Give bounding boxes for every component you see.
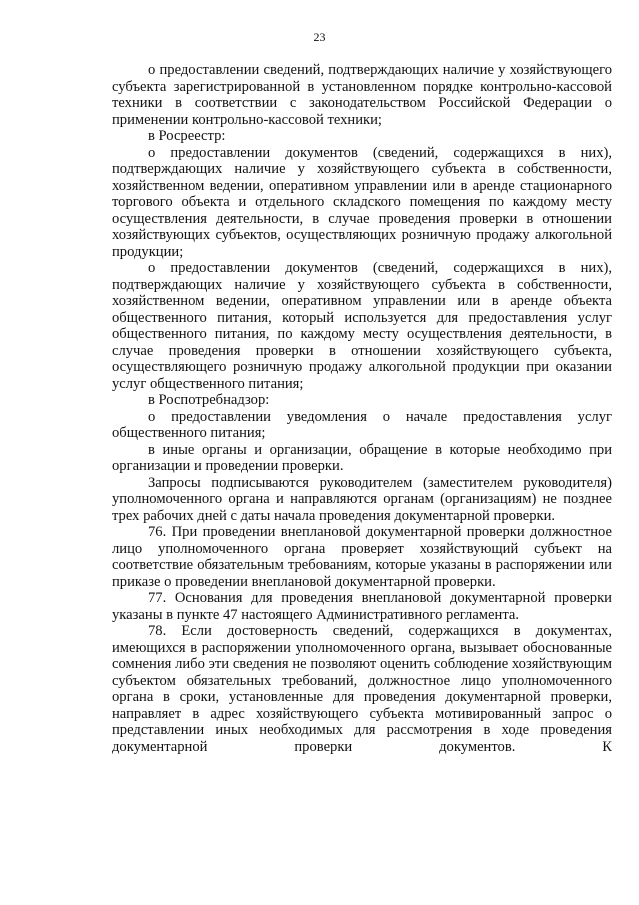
paragraph-rosreestr-retail: о предоставлении документов (сведений, содержащихся в них), подтверждающих наличие у хозяйствующего субъекта в собственности, хозяйственном ведении, оперативном управлении или в аренде стационарного торгового объекта и отдельного складского помещения по каждому месту осуществления деятельности, в случае проведения проверки в отношении хозяйствующих субъектов, осуществляющих розничную продажу алкогольной продукции; (112, 144, 612, 260)
paragraph-cash-register: о предоставлении сведений, подтверждающих наличие у хозяйствующего субъекта зарегистрированной в установленном порядке контрольно-кассовой техники в соответствии с законодательством Российской Федерации о применении контрольно-кассовой техники; (112, 62, 612, 128)
page-number: 23 (313, 30, 326, 44)
paragraph-rosreestr-catering: о предоставлении документов (сведений, содержащихся в них), подтверждающих наличие у хозяйствующего субъекта в собственности, хозяйственном ведении, оперативном управлении или в аренде объекта общественного питания, который используется для предоставления услуг общественного питания, по каждому месту осуществления деятельности, в случае проведения проверки в отношении хозяйствующего субъекта, осуществляющего розничную продажу алкогольной продукции при оказании услуг общественного питания; (112, 260, 612, 392)
paragraph-rospotrebnadzor-heading: в Роспотребнадзор: (148, 392, 270, 408)
paragraph-item-77: 77. Основания для проведения внеплановой документарной проверки указаны в пункте 47 настоящего Административного регламента. (112, 590, 612, 623)
paragraph-other-bodies: в иные органы и организации, обращение в которые необходимо при организации и проведении проверки. (112, 441, 612, 474)
paragraph-requests-signing: Запросы подписываются руководителем (заместителем руководителя) уполномоченного органа и направляются органам (организациям) не позднее трех рабочих дней с даты начала проведения документарной проверки. (112, 474, 612, 524)
paragraph-rosreestr-heading: в Росреестр: (148, 128, 226, 144)
document-body (112, 62, 612, 755)
paragraph-rospotrebnadzor-notice: о предоставлении уведомления о начале предоставления услуг общественного питания; (112, 408, 612, 441)
paragraph-item-78: 78. Если достоверность сведений, содержащихся в документах, имеющихся в распоряжении уполномоченного органа, вызывает обоснованные сомнения либо эти сведения не позволяют оценить соблюдение хозяйствующим субъектом обязательных требований, должностное лицо уполномоченного органа в сроки, установленные для проведения документарной проверки, направляет в адрес хозяйствующего субъекта мотивированный запрос о представлении иных необходимых для рассмотрения в ходе проведения документарной проверки документов. К (112, 623, 612, 755)
paragraph-item-76: 76. При проведении внеплановой документарной проверки должностное лицо уполномоченного органа проверяет хозяйствующий субъект на соответствие обязательным требованиям, которые указаны в распоряжении или приказе о проведении внеплановой документарной проверки. (112, 524, 612, 590)
